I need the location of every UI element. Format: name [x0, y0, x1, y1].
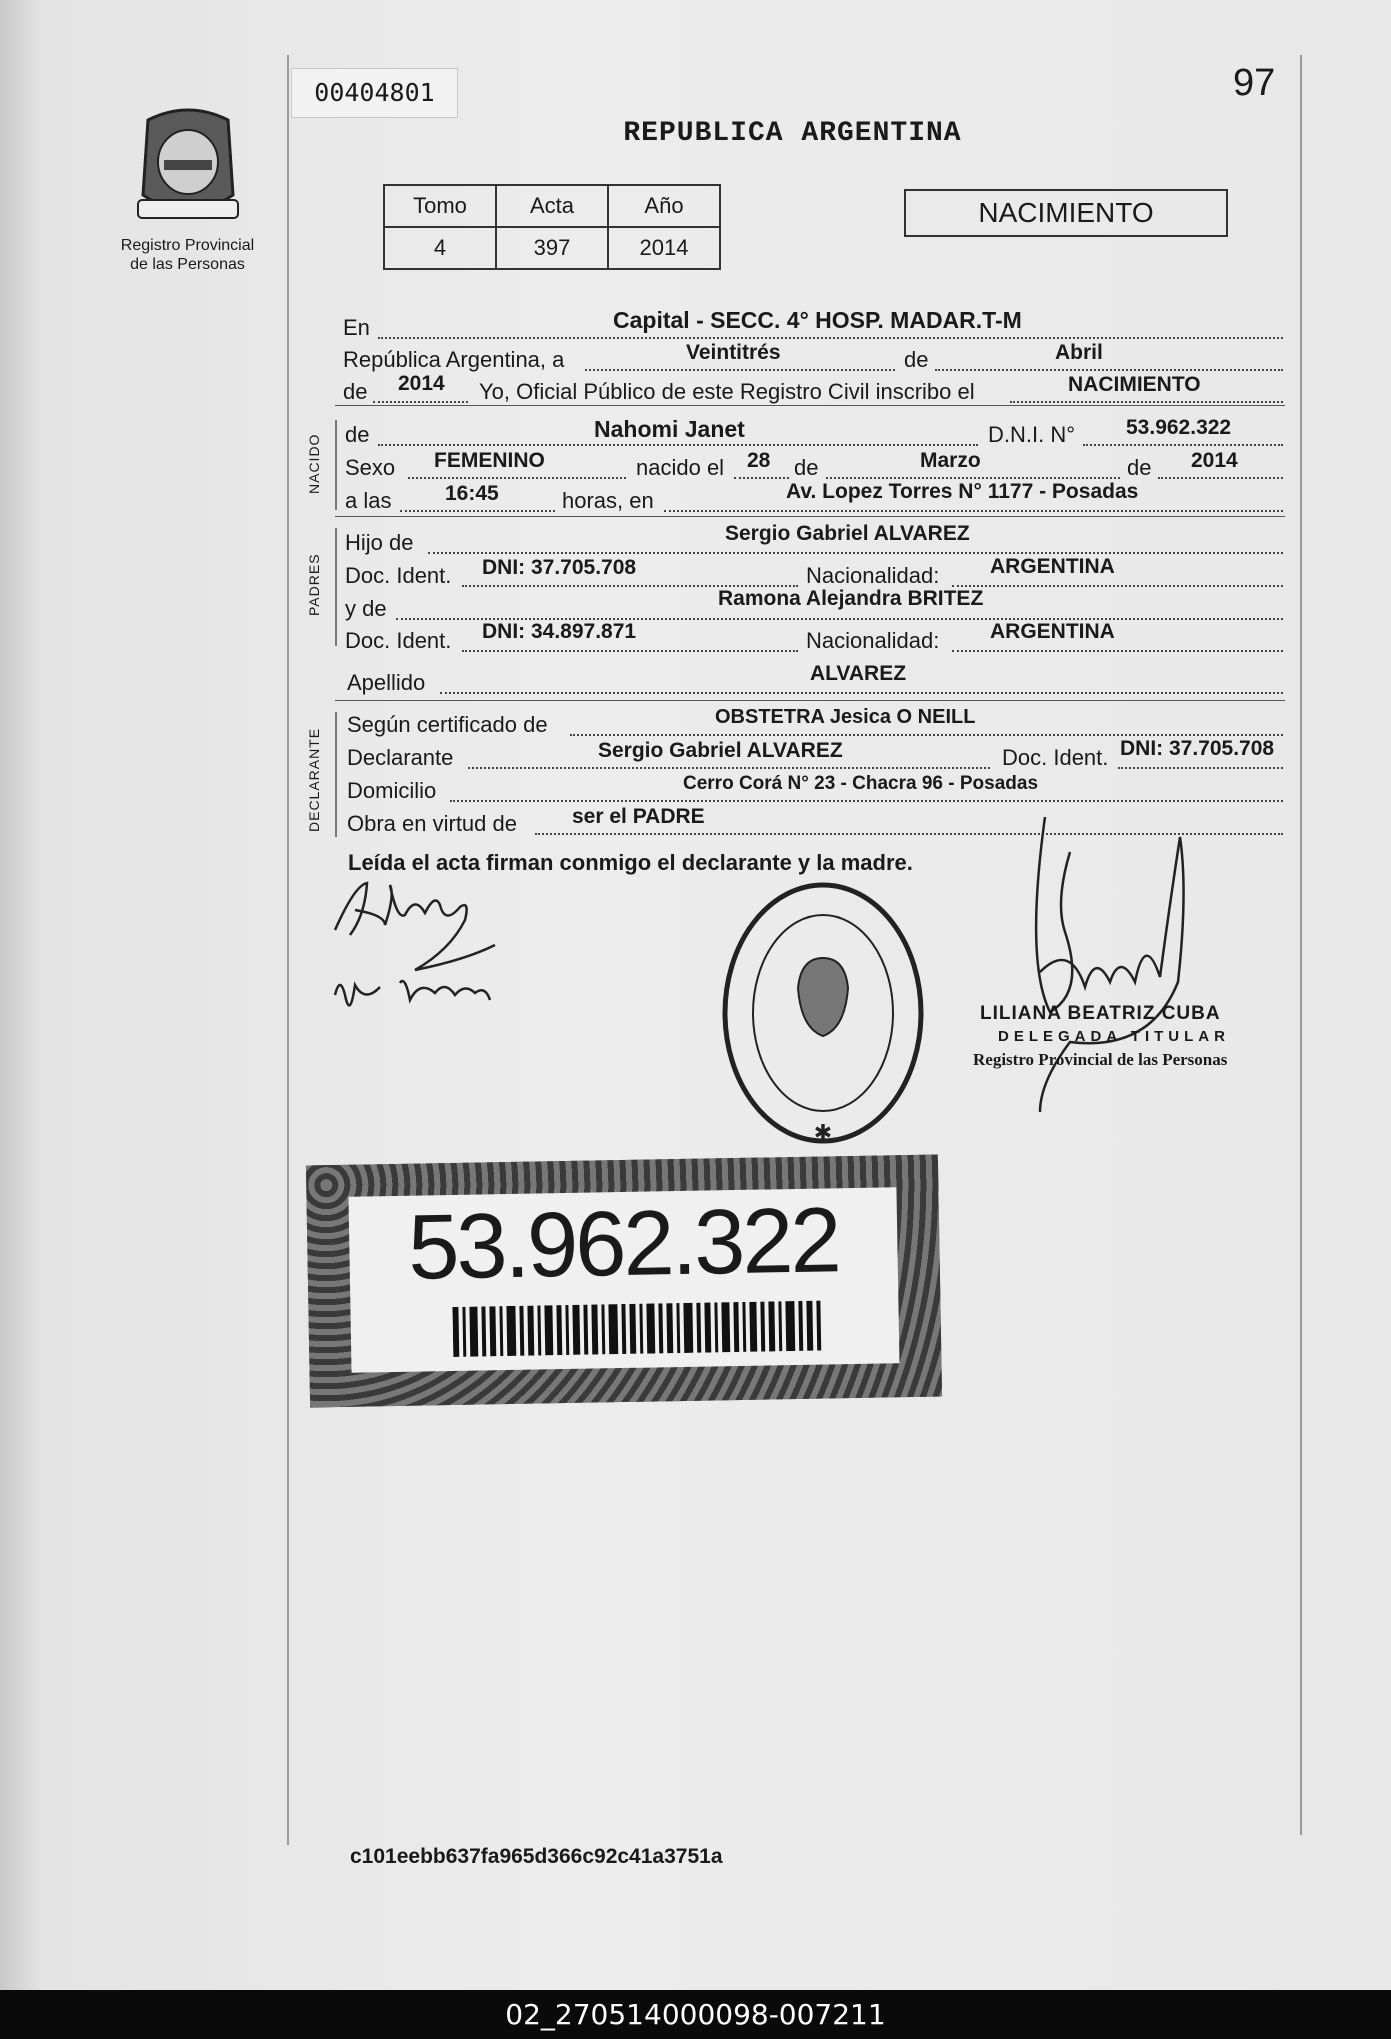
section-bar — [335, 528, 337, 646]
dni-sticker-number: 53.962.322 — [407, 1189, 840, 1299]
official-org: Registro Provincial de las Personas — [973, 1050, 1228, 1069]
mother-name: Ramona Alejandra BRITEZ — [718, 587, 984, 610]
record-type-box: NACIMIENTO — [904, 189, 1228, 237]
section-nacido: NACIDO — [306, 433, 322, 494]
dotted-line — [1083, 444, 1283, 446]
dotted-line — [440, 692, 1283, 694]
dotted-line — [373, 401, 468, 403]
dotted-line — [935, 369, 1283, 371]
registry-stamp — [718, 878, 928, 1148]
mother-nationality: ARGENTINA — [990, 620, 1115, 643]
anio-label: Año — [608, 185, 720, 227]
child-dni: 53.962.322 — [1126, 416, 1232, 439]
acta-value: 397 — [496, 227, 608, 269]
year-value: 2014 — [398, 372, 445, 395]
dotted-line — [734, 477, 789, 479]
hijo-de-label: Hijo de — [345, 530, 414, 555]
nacido-el-label: nacido el — [636, 455, 725, 480]
y-de-label: y de — [345, 596, 387, 621]
dotted-line — [952, 650, 1283, 652]
registry-caption-line1: Registro Provincial — [120, 237, 255, 254]
signature-declarante — [325, 875, 515, 1035]
domicilio-value: Cerro Corá N° 23 - Chacra 96 - Posadas — [683, 773, 1039, 794]
father-name: Sergio Gabriel ALVAREZ — [725, 522, 970, 545]
father-doc-label: Doc. Ident. — [345, 563, 452, 588]
day-value: Veintitrés — [686, 341, 781, 364]
acta-label: Acta — [496, 185, 608, 227]
section-padres: PADRES — [306, 553, 322, 616]
section-bar — [335, 712, 337, 837]
serial-number: 00404801 — [291, 68, 458, 118]
republica-label: República Argentina, a — [343, 347, 565, 372]
en-label: En — [343, 315, 370, 340]
dni-sticker-inner — [348, 1187, 899, 1373]
left-margin-line — [287, 55, 289, 1845]
de-label: de — [904, 347, 929, 372]
dotted-line — [826, 477, 1120, 479]
domicilio-label: Domicilio — [347, 778, 437, 803]
sexo-label: Sexo — [345, 455, 396, 480]
right-margin-line — [1300, 55, 1302, 1835]
dotted-line — [1118, 767, 1283, 769]
de2-label: de — [343, 379, 368, 404]
dotted-line — [1010, 401, 1283, 403]
dotted-line — [585, 369, 895, 371]
dotted-line — [570, 734, 1283, 736]
barcode-icon — [452, 1301, 823, 1357]
divider — [335, 405, 1285, 406]
apellido-value: ALVAREZ — [810, 662, 907, 685]
birth-day: 28 — [747, 449, 771, 472]
record-table — [383, 184, 721, 270]
province-emblem-icon — [128, 100, 248, 230]
divider — [335, 700, 1285, 701]
official-name: LILIANA BEATRIZ CUBA — [980, 1003, 1221, 1024]
closing-statement: Leída el acta firman conmigo el declarante y la madre. — [348, 850, 913, 875]
section-declarante: DECLARANTE — [306, 727, 322, 832]
svg-text:✱: ✱ — [813, 1120, 833, 1145]
tomo-label: Tomo — [384, 185, 496, 227]
official-title: DELEGADA TITULAR — [998, 1028, 1230, 1045]
page-number: 97 — [1233, 62, 1276, 104]
dotted-line — [400, 510, 555, 512]
sexo-value: FEMENINO — [434, 449, 545, 472]
mother-nat-label: Nacionalidad: — [806, 628, 940, 653]
dotted-line — [428, 552, 1283, 554]
father-nat-label: Nacionalidad: — [806, 563, 940, 588]
cert-value: OBSTETRA Jesica O NEILL — [715, 706, 976, 728]
dotted-line — [664, 510, 1283, 512]
birth-place: Av. Lopez Torres N° 1177 - Posadas — [786, 480, 1139, 503]
dotted-line — [450, 800, 1283, 802]
signature-official — [1010, 812, 1210, 1122]
declarante-doc: DNI: 37.705.708 — [1120, 737, 1275, 760]
nacido-de-label: de — [345, 422, 370, 447]
event-value: NACIMIENTO — [1068, 373, 1201, 396]
oficial-text: Yo, Oficial Público de este Registro Civil inscribo el — [479, 379, 975, 404]
dotted-line — [378, 444, 978, 446]
apellido-label: Apellido — [347, 670, 426, 695]
registry-caption-line2: de las Personas — [130, 256, 245, 273]
birth-year: 2014 — [1191, 449, 1238, 472]
declarante-name: Sergio Gabriel ALVAREZ — [598, 739, 843, 762]
place-value: Capital - SECC. 4° HOSP. MADAR.T-M — [613, 307, 1022, 333]
country-title: REPUBLICA ARGENTINA — [623, 118, 962, 149]
obra-value: ser el PADRE — [572, 805, 705, 828]
dotted-line — [1158, 477, 1283, 479]
cert-label: Según certificado de — [347, 712, 548, 737]
obra-label: Obra en virtud de — [347, 811, 517, 836]
mother-doc: DNI: 34.897.871 — [482, 620, 637, 643]
registry-caption — [100, 236, 275, 274]
document-hash: c101eebb637fa965d366c92c41a3751a — [350, 1845, 723, 1868]
dotted-line — [408, 477, 626, 479]
nacido-de3-label: de — [1127, 455, 1152, 480]
dni-sticker — [306, 1155, 942, 1408]
month-value: Abril — [1055, 341, 1103, 364]
anio-value: 2014 — [608, 227, 720, 269]
nacido-de2-label: de — [794, 455, 819, 480]
child-name: Nahomi Janet — [594, 416, 745, 442]
a-las-label: a las — [345, 488, 392, 513]
birth-month: Marzo — [920, 449, 981, 472]
dotted-line — [378, 337, 1283, 339]
tomo-value: 4 — [384, 227, 496, 269]
dotted-line — [462, 650, 798, 652]
declarante-doc-label: Doc. Ident. — [1002, 745, 1109, 770]
divider — [335, 516, 1285, 517]
mother-doc-label: Doc. Ident. — [345, 628, 452, 653]
father-doc: DNI: 37.705.708 — [482, 556, 637, 579]
birth-time: 16:45 — [445, 482, 499, 505]
father-nationality: ARGENTINA — [990, 555, 1115, 578]
declarante-label: Declarante — [347, 745, 454, 770]
footer-id: 02_270514000098-007211 — [0, 1990, 1391, 2039]
section-bar — [335, 420, 337, 510]
horas-label: horas, en — [562, 488, 654, 513]
dotted-line — [468, 767, 990, 769]
dni-label: D.N.I. N° — [988, 422, 1076, 447]
dotted-line — [952, 585, 1283, 587]
